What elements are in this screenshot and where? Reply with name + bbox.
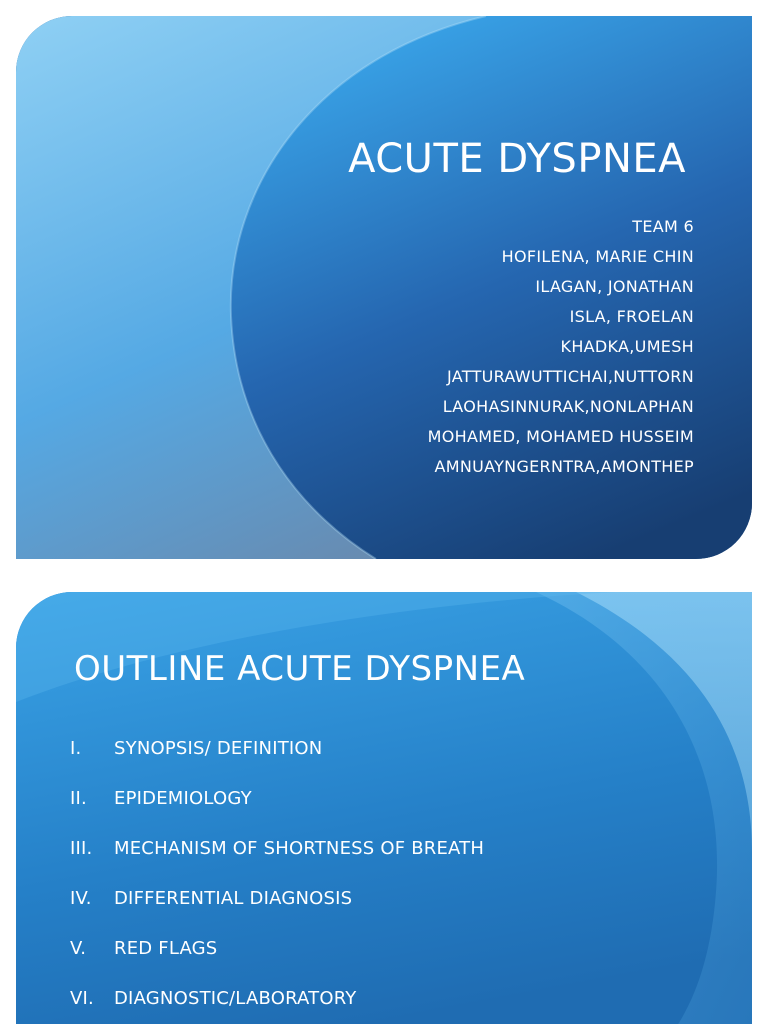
outline-number: IV. (70, 888, 92, 909)
outline-text: MECHANISM OF SHORTNESS OF BREATH (114, 838, 485, 859)
outline-number: III. (70, 838, 93, 859)
slide-title: ACUTE DYSPNEA (348, 136, 686, 182)
team-member: AMNUAYNGERNTRA,AMONTHEP (434, 457, 694, 476)
outline-text: RED FLAGS (114, 938, 218, 959)
outline-text: EPIDEMIOLOGY (114, 788, 252, 809)
team-member: LAOHASINNURAK,NONLAPHAN (442, 397, 694, 416)
team-member: HOFILENA, MARIE CHIN (501, 247, 694, 266)
outline-text: DIFFERENTIAL DIAGNOSIS (114, 888, 353, 909)
outline-number: I. (70, 738, 82, 759)
outline-list (70, 734, 484, 1024)
team-member: KHADKA,UMESH (560, 337, 694, 356)
team-member: MOHAMED, MOHAMED HUSSEIM (427, 427, 694, 446)
team-label: TEAM 6 (632, 217, 694, 236)
outline-item (70, 784, 484, 834)
team-list (428, 212, 694, 482)
outline-slide (16, 592, 752, 1024)
team-member: ILAGAN, JONATHAN (535, 277, 694, 296)
outline-item (70, 984, 484, 1024)
team-member: ISLA, FROELAN (569, 307, 694, 326)
team-member: JATTURAWUTTICHAI,NUTTORN (447, 367, 694, 386)
outline-number: II. (70, 788, 87, 809)
outline-item (70, 884, 484, 934)
slide-title: OUTLINE ACUTE DYSPNEA (74, 649, 526, 689)
outline-number: V. (70, 938, 87, 959)
outline-number: VI. (70, 988, 94, 1009)
outline-item (70, 834, 484, 884)
title-slide (16, 16, 752, 559)
outline-item (70, 734, 484, 784)
outline-text: DIAGNOSTIC/LABORATORY (114, 988, 357, 1009)
outline-text: SYNOPSIS/ DEFINITION (114, 738, 323, 759)
outline-item (70, 934, 484, 984)
